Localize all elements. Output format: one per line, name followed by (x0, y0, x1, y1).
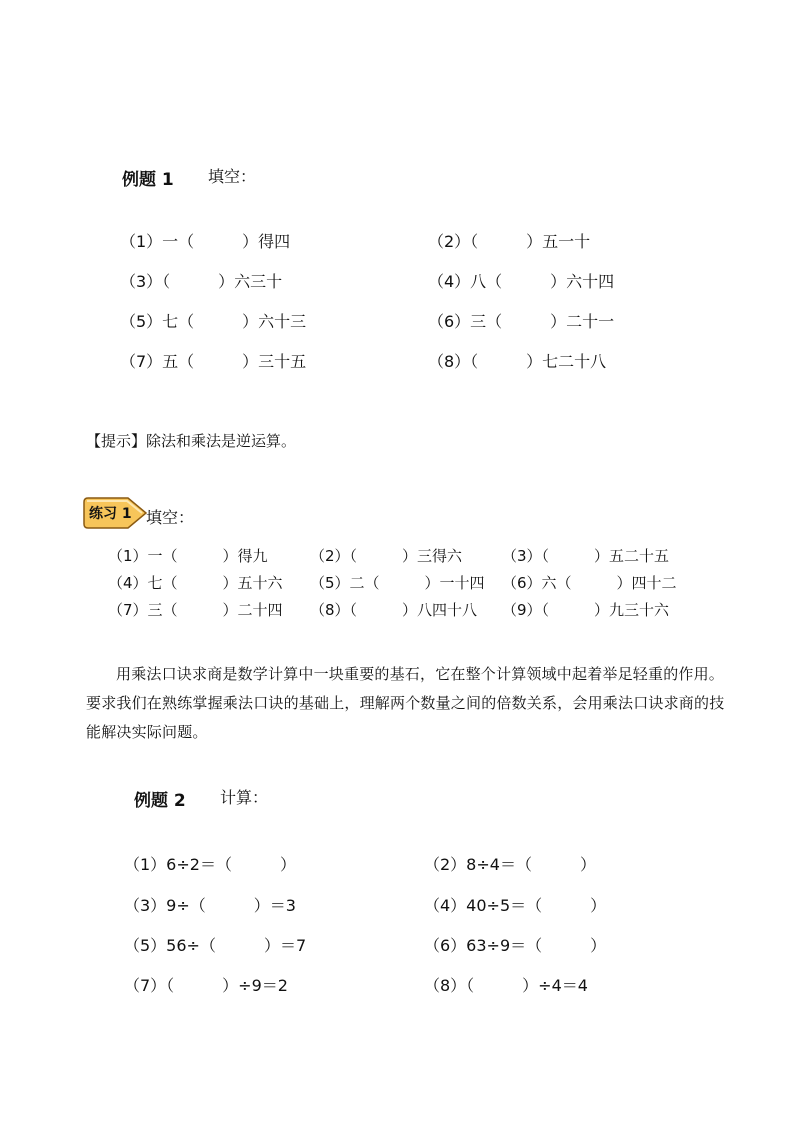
example1-item-3: （3）（ ）六三十 (120, 272, 283, 291)
example1-item-7: （7）五（ ）三十五 (120, 352, 307, 371)
example2-prompt: 计算： (220, 788, 269, 807)
example1-item-1: （1）一（ ）得四 (120, 232, 291, 251)
example2-label: 例题 2 (134, 791, 186, 811)
example2-item-5: （5）56÷（ ）＝7 (124, 936, 307, 955)
tip-text: 【提示】除法和乘法是逆运算。 (86, 432, 297, 450)
example2-item-4: （4）40÷5＝（ ） (424, 896, 607, 915)
exercise1-item-4: （4）七（ ）五十六 (108, 574, 283, 592)
example1-item-2: （2）（ ）五一十 (428, 232, 591, 251)
exercise1-item-5: （5）二（ ）一十四 (310, 574, 485, 592)
exercise1-item-7: （7）三（ ）二十四 (108, 601, 283, 619)
exercise1-item-6: （6）六（ ）四十二 (502, 574, 677, 592)
exercise1-item-9: （9）（ ）九三十六 (502, 601, 670, 619)
exercise1-item-3: （3）（ ）五二十五 (502, 547, 670, 565)
exercise1-badge (80, 496, 150, 530)
example2-item-8: （8）（ ）÷4＝4 (424, 976, 588, 995)
example1-label: 例题 1 (122, 170, 174, 190)
example2-item-3: （3）9÷（ ）＝3 (124, 896, 296, 915)
example1-item-8: （8）（ ）七二十八 (428, 352, 607, 371)
example1-item-6: （6）三（ ）二十一 (428, 312, 615, 331)
exercise1-prompt: 填空： (146, 508, 195, 527)
exercise1-item-2: （2）（ ）三得六 (310, 547, 463, 565)
intro-paragraph: 用乘法口诀求商是数学计算中一块重要的基石，它在整个计算领域中起着举足轻重的作用。要求我们在熟练掌握乘法口诀的基础上，理解两个数量之间的倍数关系，会用乘法口诀求商的技能解决实际问题。 (86, 665, 725, 741)
exercise1-badge-text: 练习 1 (89, 506, 132, 522)
example1-item-4: （4）八（ ）六十四 (428, 272, 615, 291)
exercise1-item-1: （1）一（ ）得九 (108, 547, 268, 565)
example1-prompt: 填空： (208, 167, 257, 186)
example1-item-5: （5）七（ ）六十三 (120, 312, 307, 331)
exercise1-item-8: （8）（ ）八四十八 (310, 601, 478, 619)
example2-item-2: （2）8÷4＝（ ） (424, 855, 596, 874)
example2-item-7: （7）（ ）÷9＝2 (124, 976, 288, 995)
example2-item-6: （6）63÷9＝（ ） (424, 936, 607, 955)
example2-item-1: （1）6÷2＝（ ） (124, 855, 296, 874)
